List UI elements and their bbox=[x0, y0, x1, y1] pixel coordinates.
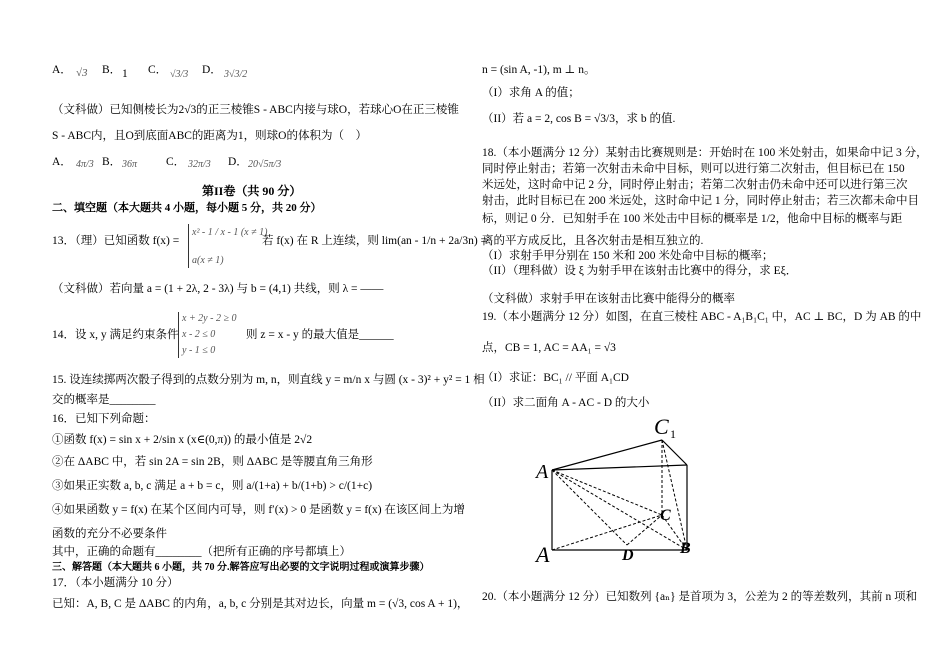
prism-figure bbox=[532, 410, 712, 570]
choice2-c-value: 32π/3 bbox=[188, 159, 211, 170]
label-c1-sub: 1 bbox=[670, 427, 676, 441]
q19-line1: 19.（本小题满分 12 分）如图，在直三棱柱 ABC - A₁B₁C₁ 中，AC ⊥ BC，D 为 AB 的中 bbox=[482, 311, 922, 323]
q18-line5: 标，则记 0 分．已知射手在 100 米处击中目标的概率是 1/2，他命中目标的概率与距 bbox=[482, 213, 903, 225]
q17-part2: （II）若 a = 2, cos B = √3/3，求 b 的值. bbox=[482, 113, 676, 125]
q13-piece1: x² - 1 / x - 1 (x ≠ 1) bbox=[192, 227, 268, 238]
label-a: A bbox=[536, 542, 550, 567]
q18-part2-wen: （文科做）求射手甲在该射击比赛中能得分的概率 bbox=[482, 293, 735, 305]
choice-a-label: A． bbox=[52, 64, 72, 76]
choice-a-value: √3 bbox=[76, 67, 88, 79]
q17-part1: （I）求角 A 的值； bbox=[482, 87, 580, 99]
choice-c-value: √3/3 bbox=[170, 69, 189, 80]
choice2-d-label: D． bbox=[228, 156, 248, 168]
q16-heading: 16．已知下列命题： bbox=[52, 413, 156, 425]
q15-line1: 15. 设连续掷两次骰子得到的点数分别为 m, n，则直线 y = m/n x 与圆 (x - 3)² + y² = 1 相 bbox=[52, 374, 485, 386]
q13-wen: （文科做）若向量 a = (1 + 2λ, 2 - 3λ) 与 b = (4,1) 共线，则 λ = —— bbox=[52, 283, 384, 295]
q16-item4-cont: 函数的充分不必要条件 bbox=[52, 528, 167, 540]
section2-heading: 二、填空题（本大题共 4 小题，每小题 5 分，共 20 分） bbox=[52, 202, 322, 214]
choice2-b-value: 36π bbox=[122, 159, 138, 170]
q14-constraint3: y - 1 ≤ 0 bbox=[182, 345, 216, 356]
q18-part2-li: （II）（理科做）设 ξ 为射手甲在该射击比赛中的得分，求 Eξ． bbox=[482, 265, 798, 277]
q16-item1: ①函数 f(x) = sin x + 2/sin x (x∈(0,π)) 的最小值是 2√2 bbox=[52, 434, 313, 446]
q18-line4: 射击，此时目标已在 200 米远处，这时命中记 1 分，同时停止射击；若三次都未命中目 bbox=[482, 195, 919, 207]
question-wen-line2: S - ABC内，且O到底面ABC的距离为1，则球O的体积为（ ） bbox=[52, 130, 367, 142]
q15-line2: 交的概率是________ bbox=[52, 394, 156, 406]
q17-line2: n = (sin A, -1), m ⊥ n。 bbox=[482, 64, 596, 76]
question-wen-line1: （文科做）已知侧棱长为2√3的正三棱锥S - ABC内接与球O，若球心O在正三棱锥 bbox=[52, 104, 459, 116]
q16-answer-line: 其中，正确的命题有________（把所有正确的序号都填上） bbox=[52, 546, 351, 558]
q18-line6: 离的平方成反比，且各次射击是相互独立的. bbox=[482, 235, 704, 247]
q17-line1: 已知：A, B, C 是 ΔABC 的内角，a, b, c 分别是其对边长，向量 m = (√3, cos A + 1)， bbox=[52, 598, 469, 610]
choice2-a-value: 4π/3 bbox=[76, 159, 94, 170]
label-c1: C bbox=[654, 414, 669, 439]
q19-part2: （II）求二面角 A - AC - D 的大小 bbox=[482, 397, 650, 409]
choice-b-label: B． bbox=[102, 64, 122, 76]
q16-item4: ④如果函数 y = f(x) 在某个区间内可导，则 f′(x) > 0 是函数 y = f(x) 在该区间上为增 bbox=[52, 504, 465, 516]
choice2-d-value: 20√5π/3 bbox=[248, 159, 282, 170]
choice2-b-label: B． bbox=[102, 156, 122, 168]
q13-end: 若 f(x) 在 R 上连续，则 lim(an - 1/n + 2a/3n) = bbox=[262, 235, 488, 247]
label-c: C bbox=[660, 507, 671, 524]
q19-line2: 点，CB = 1, AC = AA₁ = √3 bbox=[482, 342, 616, 354]
choice-d-label: D． bbox=[202, 64, 222, 76]
choice-c-label: C． bbox=[148, 64, 168, 76]
label-d: D bbox=[622, 547, 634, 564]
q18-part1: （I）求射手甲分别在 150 米和 200 米处命中目标的概率； bbox=[482, 250, 774, 262]
choice2-c-label: C． bbox=[166, 156, 186, 168]
q16-item2: ②在 ΔABC 中，若 sin 2A = sin 2B，则 ΔABC 是等腰直角三角形 bbox=[52, 456, 373, 468]
label-a1: A bbox=[536, 461, 549, 483]
q14-constraint2: x - 2 ≤ 0 bbox=[182, 329, 216, 340]
q14-end: 则 z = x - y 的最大值是______ bbox=[246, 329, 394, 341]
q13-start: 13．（理）已知函数 f(x) = bbox=[52, 235, 180, 247]
q19-part1: （I）求证：BC₁ // 平面 A₁CD bbox=[482, 372, 629, 384]
q20-line1: 20.（本小题满分 12 分）已知数列 {aₙ} 是首项为 3，公差为 2 的等差数列，其前 n 项和 bbox=[482, 591, 918, 603]
choice-b-value: 1 bbox=[122, 68, 128, 80]
label-b: B bbox=[680, 540, 691, 557]
q14-constraint1: x + 2y - 2 ≥ 0 bbox=[182, 313, 237, 324]
q13-piece2: a(x ≠ 1) bbox=[192, 255, 224, 266]
q18-line3: 米远处，这时命中记 2 分，同时停止射击；若第二次射击仍未命中还可以进行第三次 bbox=[482, 179, 908, 191]
choice-d-value: 3√3/2 bbox=[224, 69, 248, 80]
q17-heading: 17．（本小题满分 10 分） bbox=[52, 577, 179, 589]
edge-a1-c1 bbox=[552, 440, 662, 470]
q18-line1: 18.（本小题满分 12 分）某射击比赛规则是：开始时在 100 米处射击，如果命中记 3 分， bbox=[482, 147, 928, 159]
q14-start: 14．设 x, y 满足约束条件 bbox=[52, 329, 179, 341]
choice2-a-label: A． bbox=[52, 156, 72, 168]
q18-line2: 同时停止射击；若第一次射击未命中目标，则可以进行第二次射击，但目标已在 150 bbox=[482, 163, 905, 175]
q16-item3: ③如果正实数 a, b, c 满足 a + b = c，则 a/(1+a) + b/(1+b) > c/(1+c) bbox=[52, 480, 373, 492]
q14-brace bbox=[178, 312, 179, 358]
part2-title: 第II卷（共 90 分） bbox=[202, 184, 302, 198]
section3-heading: 三、解答题（本大题共 6 小题，共 70 分.解答应写出必要的文字说明过程或演算步骤） bbox=[52, 562, 430, 573]
